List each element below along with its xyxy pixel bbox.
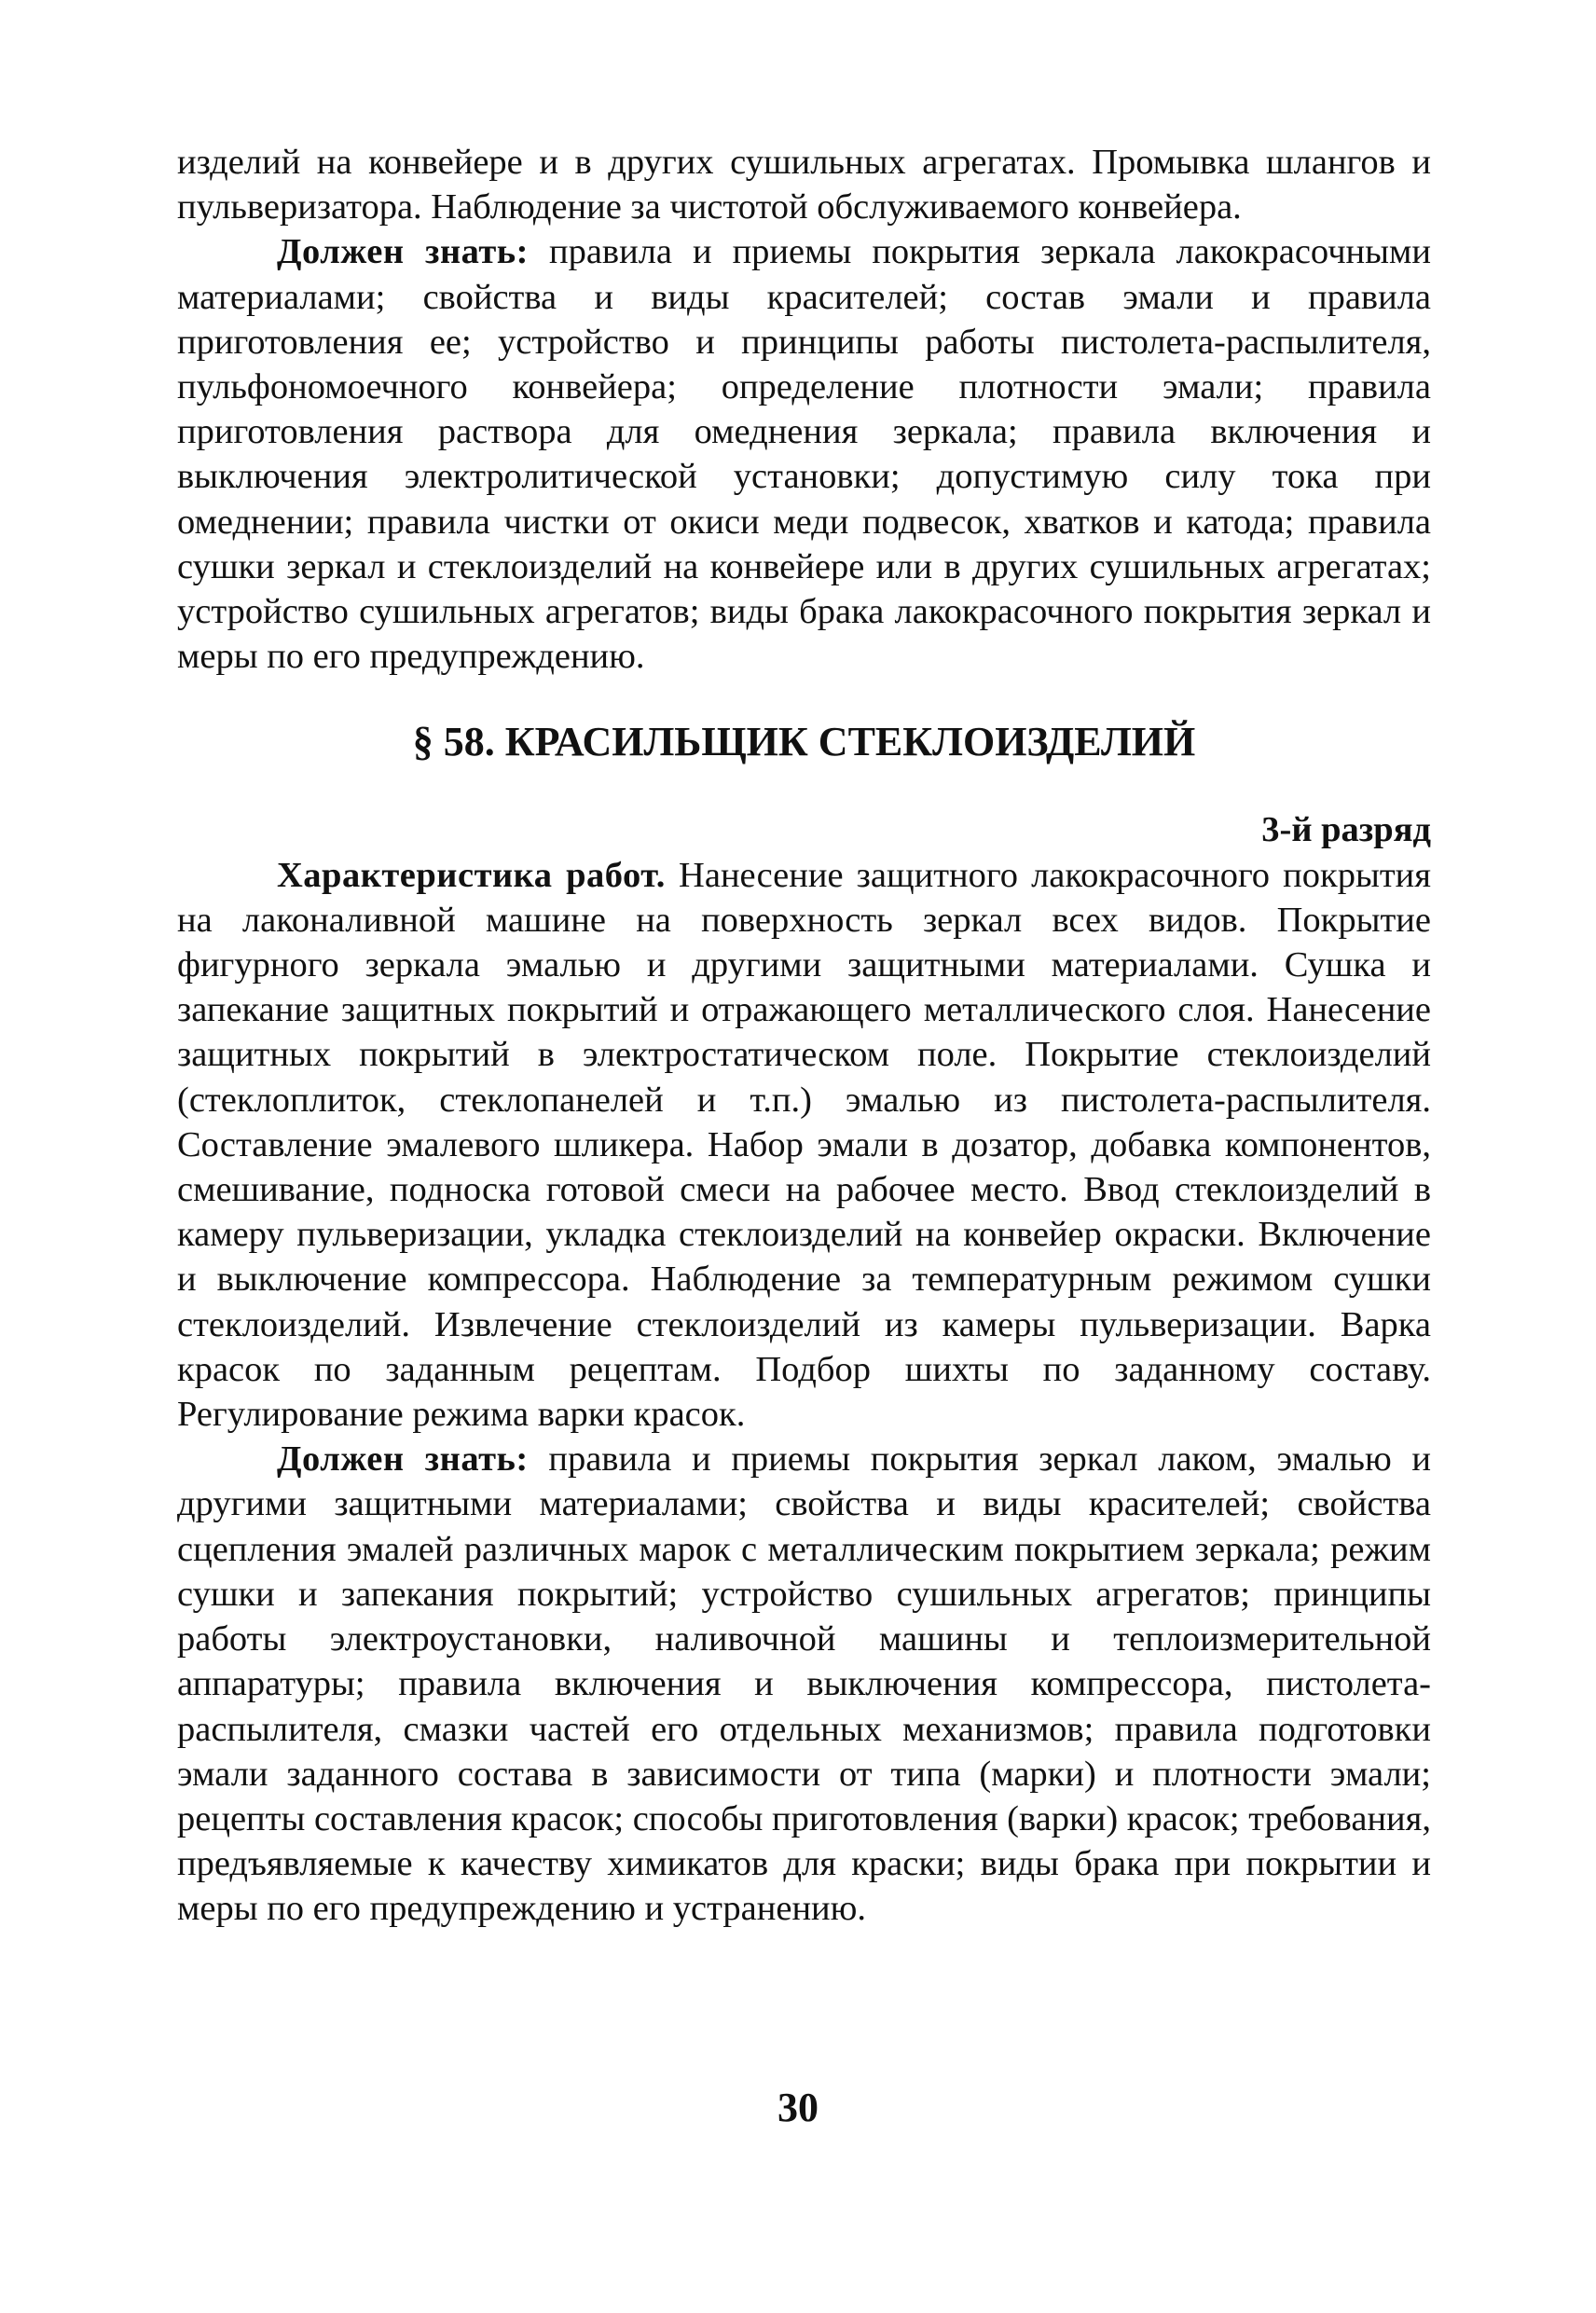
- knowledge-paragraph-1: [177, 229, 1431, 679]
- page-content: [177, 140, 1431, 1932]
- work-characteristics-paragraph: [177, 853, 1431, 1438]
- knowledge-lead-2: Должен знать:: [277, 1439, 529, 1480]
- continuation-paragraph: изделий на конвейере и в других сушильных агрегатах. Промывка шлангов и пульверизатора. Наблюдение за чистотой обслуживаемого конвейера.: [177, 143, 1431, 227]
- knowledge-paragraph-2: [177, 1437, 1431, 1931]
- section-title: § 58. КРАСИЛЬЩИК СТЕКЛОИЗДЕЛИЙ: [412, 719, 1196, 765]
- grade-label: 3-й разряд: [1261, 810, 1431, 850]
- knowledge-text-2: правила и приемы покрытия зеркал лаком, эмалью и другими защитными материалами; свойства и виды красителей; свойства сцепления эмалей различных марок с металлическим покрытием зеркала; режим сушки и запекания покрытий; устройство сушильных агрегатов; принципы работы электроустановки, наливочной машины и теплоизмерительной аппаратуры; правила включения и выключения компрессора, пистолета-распылителя, смазки частей его отдельных механизмов; правила подготовки эмали заданного состава в зависимости от типа (марки) и плотности эмали; рецепты составления красок; способы приготовления (варки) красок; требования, предъявляемые к качеству химикатов для краски; виды брака при покрытии и меры по его предупреждению и устранению.: [177, 1439, 1431, 1929]
- knowledge-text-1: правила и приемы покрытия зеркала лакокрасочными материалами; свойства и виды красителей; состав эмали и правила приготовления ее; устройство и принципы работы пистолета-распылителя, пульфономоечного конвейера; определение плотности эмали; правила приготовления раствора для омеднения зеркала; правила включения и выключения электролитической установки; допустимую силу тока при омеднении; правила чистки от окиси меди подвесок, хватков и катода; правила сушки зеркал и стеклоизделий на конвейере или в других сушильных агрегатах; устройство сушильных агрегатов; виды брака лакокрасочного покрытия зеркал и меры по его предупреждению.: [177, 232, 1431, 677]
- work-text: Нанесение защитного лакокрасочного покрытия на лаконаливной машине на поверхность зеркал всех видов. Покрытие фигурного зеркала эмалью и другими защитными материалами. Сушка и запекание защитных покрытий и отражающего металлического слоя. Нанесение защитных покрытий в электростатическом поле. Покрытие стеклоизделий (стеклоплиток, стеклопанелей и т.п.) эмалью из пистолета-распылителя. Составление эмалевого шликера. Набор эмали в дозатор, добавка компонентов, смешивание, подноска готовой смеси на рабочее место. Ввод стеклоизделий в камеру пульверизации, укладка стеклоизделий на конвейер окраски. Включение и выключение компрессора. Наблюдение за температурным режимом сушки стеклоизделий. Извлечение стеклоизделий из камеры пульверизации. Варка красок по заданным рецептам. Подбор шихты по заданному составу. Регулирование режима варки красок.: [177, 855, 1431, 1435]
- page-number: 30: [777, 2085, 819, 2130]
- knowledge-lead-1: Должен знать:: [277, 232, 529, 272]
- work-lead: Характеристика работ.: [277, 855, 666, 895]
